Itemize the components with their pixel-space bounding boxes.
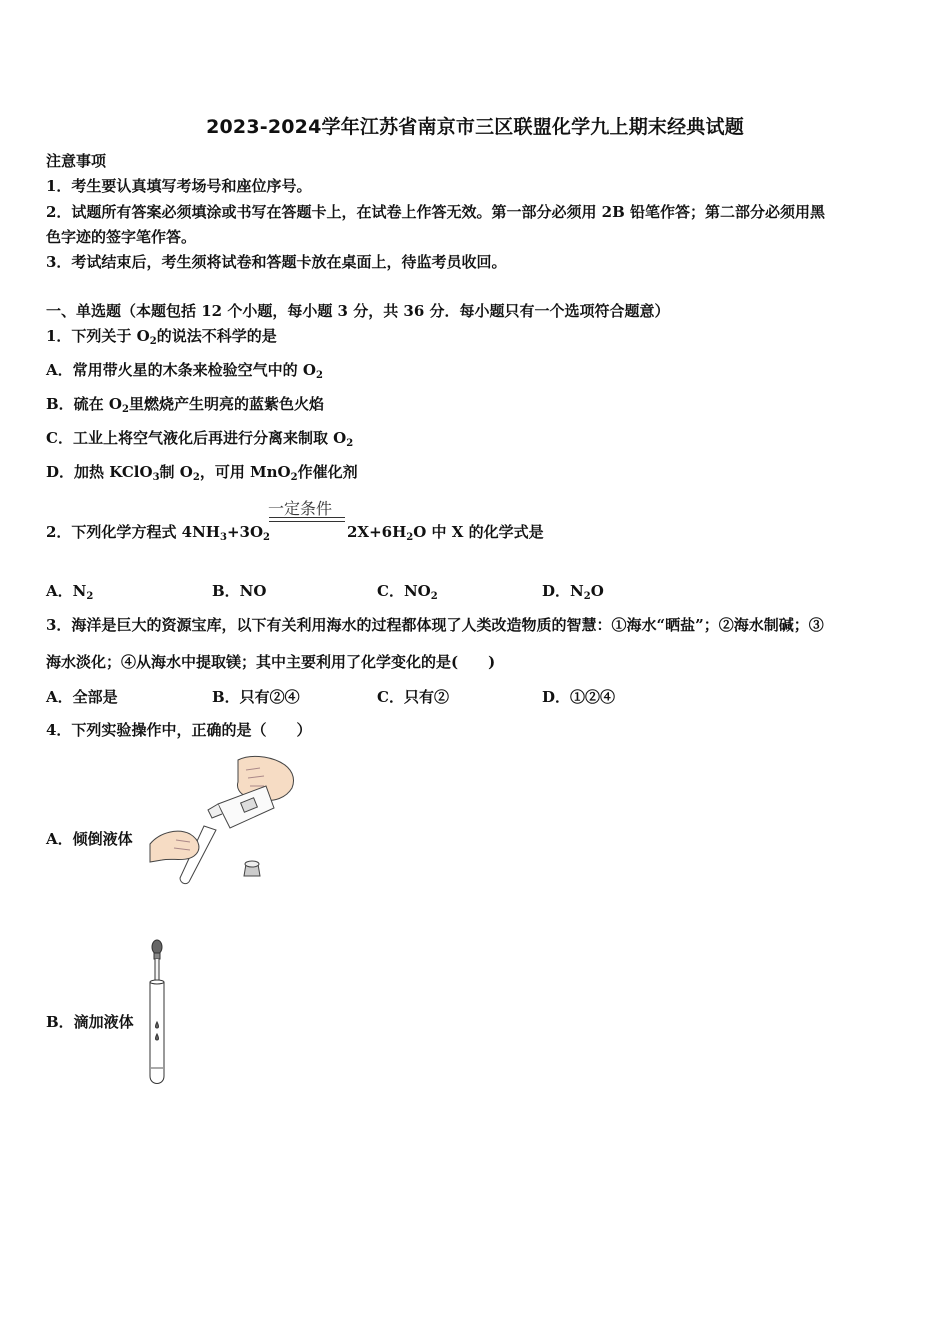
pouring-liquid-illustration — [146, 752, 298, 887]
q3-option-d: D．①②④ — [542, 688, 616, 706]
q2-option-d: D．$N_2O$ — [542, 582, 604, 602]
q4-stem: 4．下列实验操作中，正确的是（ ） — [46, 721, 312, 739]
q2-stem-right: $2X+6H_2O$ 中 X 的化学式是 — [347, 523, 544, 543]
section-heading: 一、单选题（本题包括 12 个小题，每小题 3 分，共 36 分．每小题只有一个选项符合题意） — [46, 302, 670, 320]
q2-option-b: B．NO — [212, 582, 267, 600]
equals-line-top — [269, 517, 345, 518]
q2-option-a: A．$N_2$ — [46, 582, 94, 602]
q3-stem-line-2: 海水淡化；④从海水中提取镁；其中主要利用了化学变化的是( ) — [46, 653, 496, 671]
q3-stem-line-1: 3．海洋是巨大的资源宝库，以下有关利用海水的过程都体现了人类改造物质的智慧：①海水“晒盐”；②海水制碱；③ — [46, 616, 824, 634]
q4-option-b: B．滴加液体 — [46, 1013, 134, 1031]
q3-option-a: A．全部是 — [46, 688, 118, 706]
q1-option-c: C．工业上将空气液化后再进行分离来制取 $O_2$ — [46, 429, 354, 449]
notice-line-2b: 色字迹的签字笔作答。 — [46, 228, 197, 246]
q4-option-a: A．倾倒液体 — [46, 830, 133, 848]
q2-option-c: C．$NO_2$ — [377, 582, 438, 602]
q1-option-d: D．加热 KClO$_3$制 $O_2$，可用 MnO$_2$作催化剂 — [46, 463, 358, 483]
q1-stem: 1．下列关于 $O_2$的说法不科学的是 — [46, 327, 277, 347]
notice-heading: 注意事项 — [46, 152, 107, 170]
equals-line-bottom — [269, 521, 345, 522]
dropping-liquid-illustration — [140, 938, 176, 1088]
q1-option-a: A．常用带火星的木条来检验空气中的 $O_2$ — [46, 361, 323, 381]
q3-option-c: C．只有② — [377, 688, 449, 706]
notice-line-1: 1．考生要认真填写考场号和座位序号。 — [46, 177, 312, 195]
q3-option-b: B．只有②④ — [212, 688, 300, 706]
reaction-condition: 一定条件 — [268, 499, 333, 518]
q2-stem-left: 2．下列化学方程式 $4NH_3+3O_2$ — [46, 523, 270, 543]
page-title: 2023-2024学年江苏省南京市三区联盟化学九上期末经典试题 — [206, 116, 744, 138]
notice-line-3: 3．考试结束后，考生须将试卷和答题卡放在桌面上，待监考员收回。 — [46, 253, 507, 271]
notice-line-2a: 2．试题所有答案必须填涂或书写在答题卡上，在试卷上作答无效。第一部分必须用 2B 铅笔作答；第二部分必须用黑 — [46, 203, 826, 221]
q1-option-b: B．硫在 $O_2$里燃烧产生明亮的蓝紫色火焰 — [46, 395, 324, 415]
